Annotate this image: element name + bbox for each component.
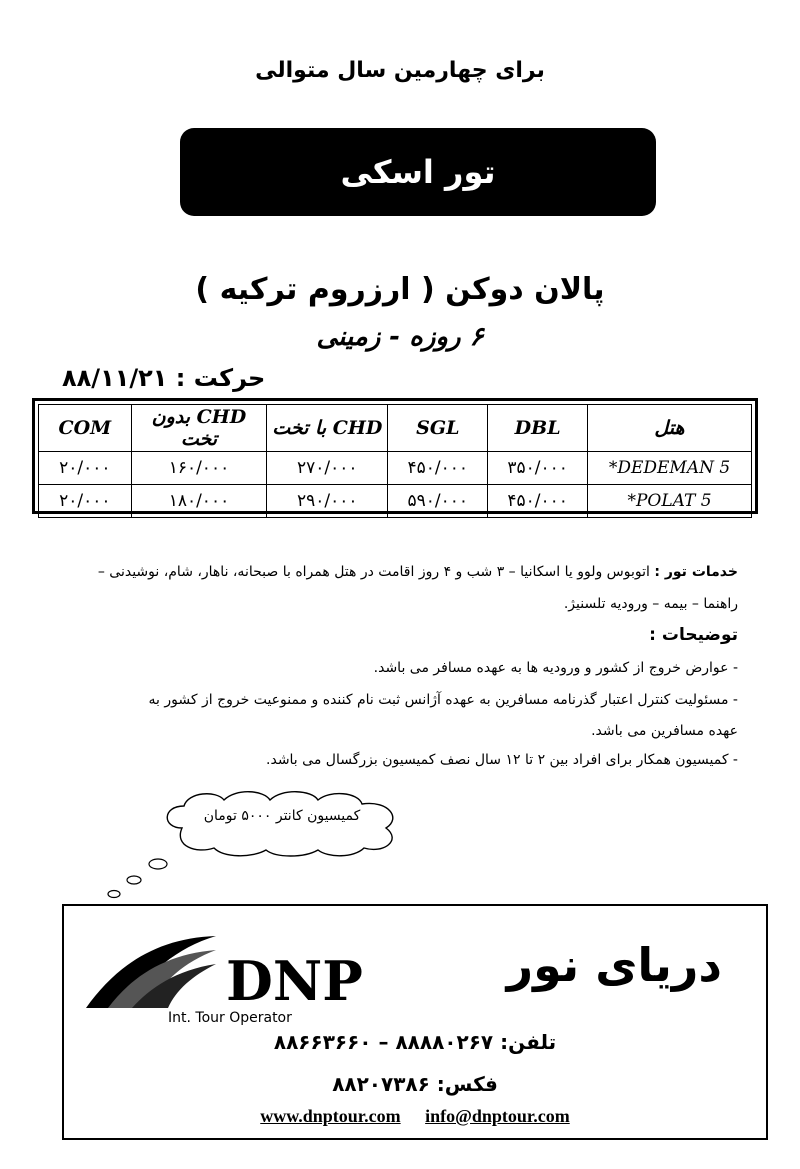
departure-date: ۸۸/۱۱/۲۱ — [62, 364, 168, 392]
header-dbl: DBL — [488, 405, 588, 452]
price-cell: ۱۶۰/۰۰۰ — [131, 452, 266, 485]
header-hotel: هتل — [588, 405, 752, 452]
price-table — [38, 404, 752, 518]
destination-heading: پالان دوکن ( ارزروم ترکیه ) — [195, 272, 605, 307]
note-item: - عوارض خروج از کشور و ورودیه ها به عهده مسافر می باشد. — [373, 660, 738, 676]
callout-text: کمیسیون کانتر ۵۰۰۰ تومان — [203, 808, 361, 824]
title-banner — [180, 128, 656, 216]
footer-box — [62, 904, 768, 1140]
services-paragraph — [48, 562, 738, 582]
services-text: اتوبوس ولوو یا اسکانیا – ۳ شب و ۴ روز اقامت در هتل همراه با صبحانه، ناهار، شام، نوشیدنی – — [97, 564, 650, 580]
banner-title: تور اسکی — [340, 153, 496, 191]
note-item: - کمیسیون همکار برای افراد بین ۲ تا ۱۲ سال نصف کمیسیون بزرگسال می باشد. — [266, 752, 738, 768]
contact-links — [64, 1106, 766, 1127]
price-cell: ۳۵۰/۰۰۰ — [488, 452, 588, 485]
note-item: - مسئولیت کنترل اعتبار گذرنامه مسافرین به عهده آژانس ثبت نام کننده و ممنوعیت خروج از کشور به — [148, 692, 738, 708]
table-row — [39, 452, 752, 485]
logo-tagline: Int. Tour Operator — [168, 1010, 292, 1026]
table-row — [39, 485, 752, 518]
website-link[interactable]: www.dnptour.com — [260, 1106, 401, 1126]
price-cell: ۲۰/۰۰۰ — [39, 485, 132, 518]
price-cell: ۵۹۰/۰۰۰ — [388, 485, 488, 518]
email-link[interactable]: info@dnptour.com — [425, 1106, 570, 1126]
fax-line: فکس: ۸۸۲۰۷۳۸۶ — [332, 1072, 498, 1096]
departure-line — [62, 364, 265, 392]
services-label: خدمات تور : — [654, 564, 738, 580]
header-chd-bed: CHD با تخت — [267, 405, 388, 452]
table-header-row — [39, 405, 752, 452]
departure-label: حرکت : — [175, 364, 266, 392]
thought-bubbles-icon — [100, 856, 170, 902]
hotel-cell: POLAT 5* — [588, 485, 752, 518]
phone-line: تلفن: ۸۸۸۸۰۲۶۷ – ۸۸۶۶۳۶۶۰ — [273, 1030, 557, 1054]
services-text-continued: راهنما – بیمه – ورودیه تلسنیژ. — [563, 596, 738, 612]
price-cell: ۲۹۰/۰۰۰ — [267, 485, 388, 518]
hotel-cell: DEDEMAN 5* — [588, 452, 752, 485]
note-item-continued: عهده مسافرین می باشد. — [591, 723, 738, 739]
duration-heading: ۶ روزه - زمینی — [316, 322, 484, 352]
price-cell: ۴۵۰/۰۰۰ — [388, 452, 488, 485]
notes-title: توضیحات : — [649, 625, 738, 645]
header-com: COM — [39, 405, 132, 452]
price-cell: ۲۷۰/۰۰۰ — [267, 452, 388, 485]
logo-text: DNP — [226, 949, 363, 1013]
price-cell: ۲۰/۰۰۰ — [39, 452, 132, 485]
price-table-frame — [32, 398, 758, 514]
header-sgl: SGL — [388, 405, 488, 452]
dnp-logo-icon — [76, 926, 376, 1026]
brand-name-persian: دریای نور — [506, 938, 722, 992]
price-cell: ۴۵۰/۰۰۰ — [488, 485, 588, 518]
header-chd-nobed: CHD بدون تخت — [131, 405, 266, 452]
price-cell: ۱۸۰/۰۰۰ — [131, 485, 266, 518]
subtitle: برای چهارمین سال متوالی — [255, 58, 545, 83]
